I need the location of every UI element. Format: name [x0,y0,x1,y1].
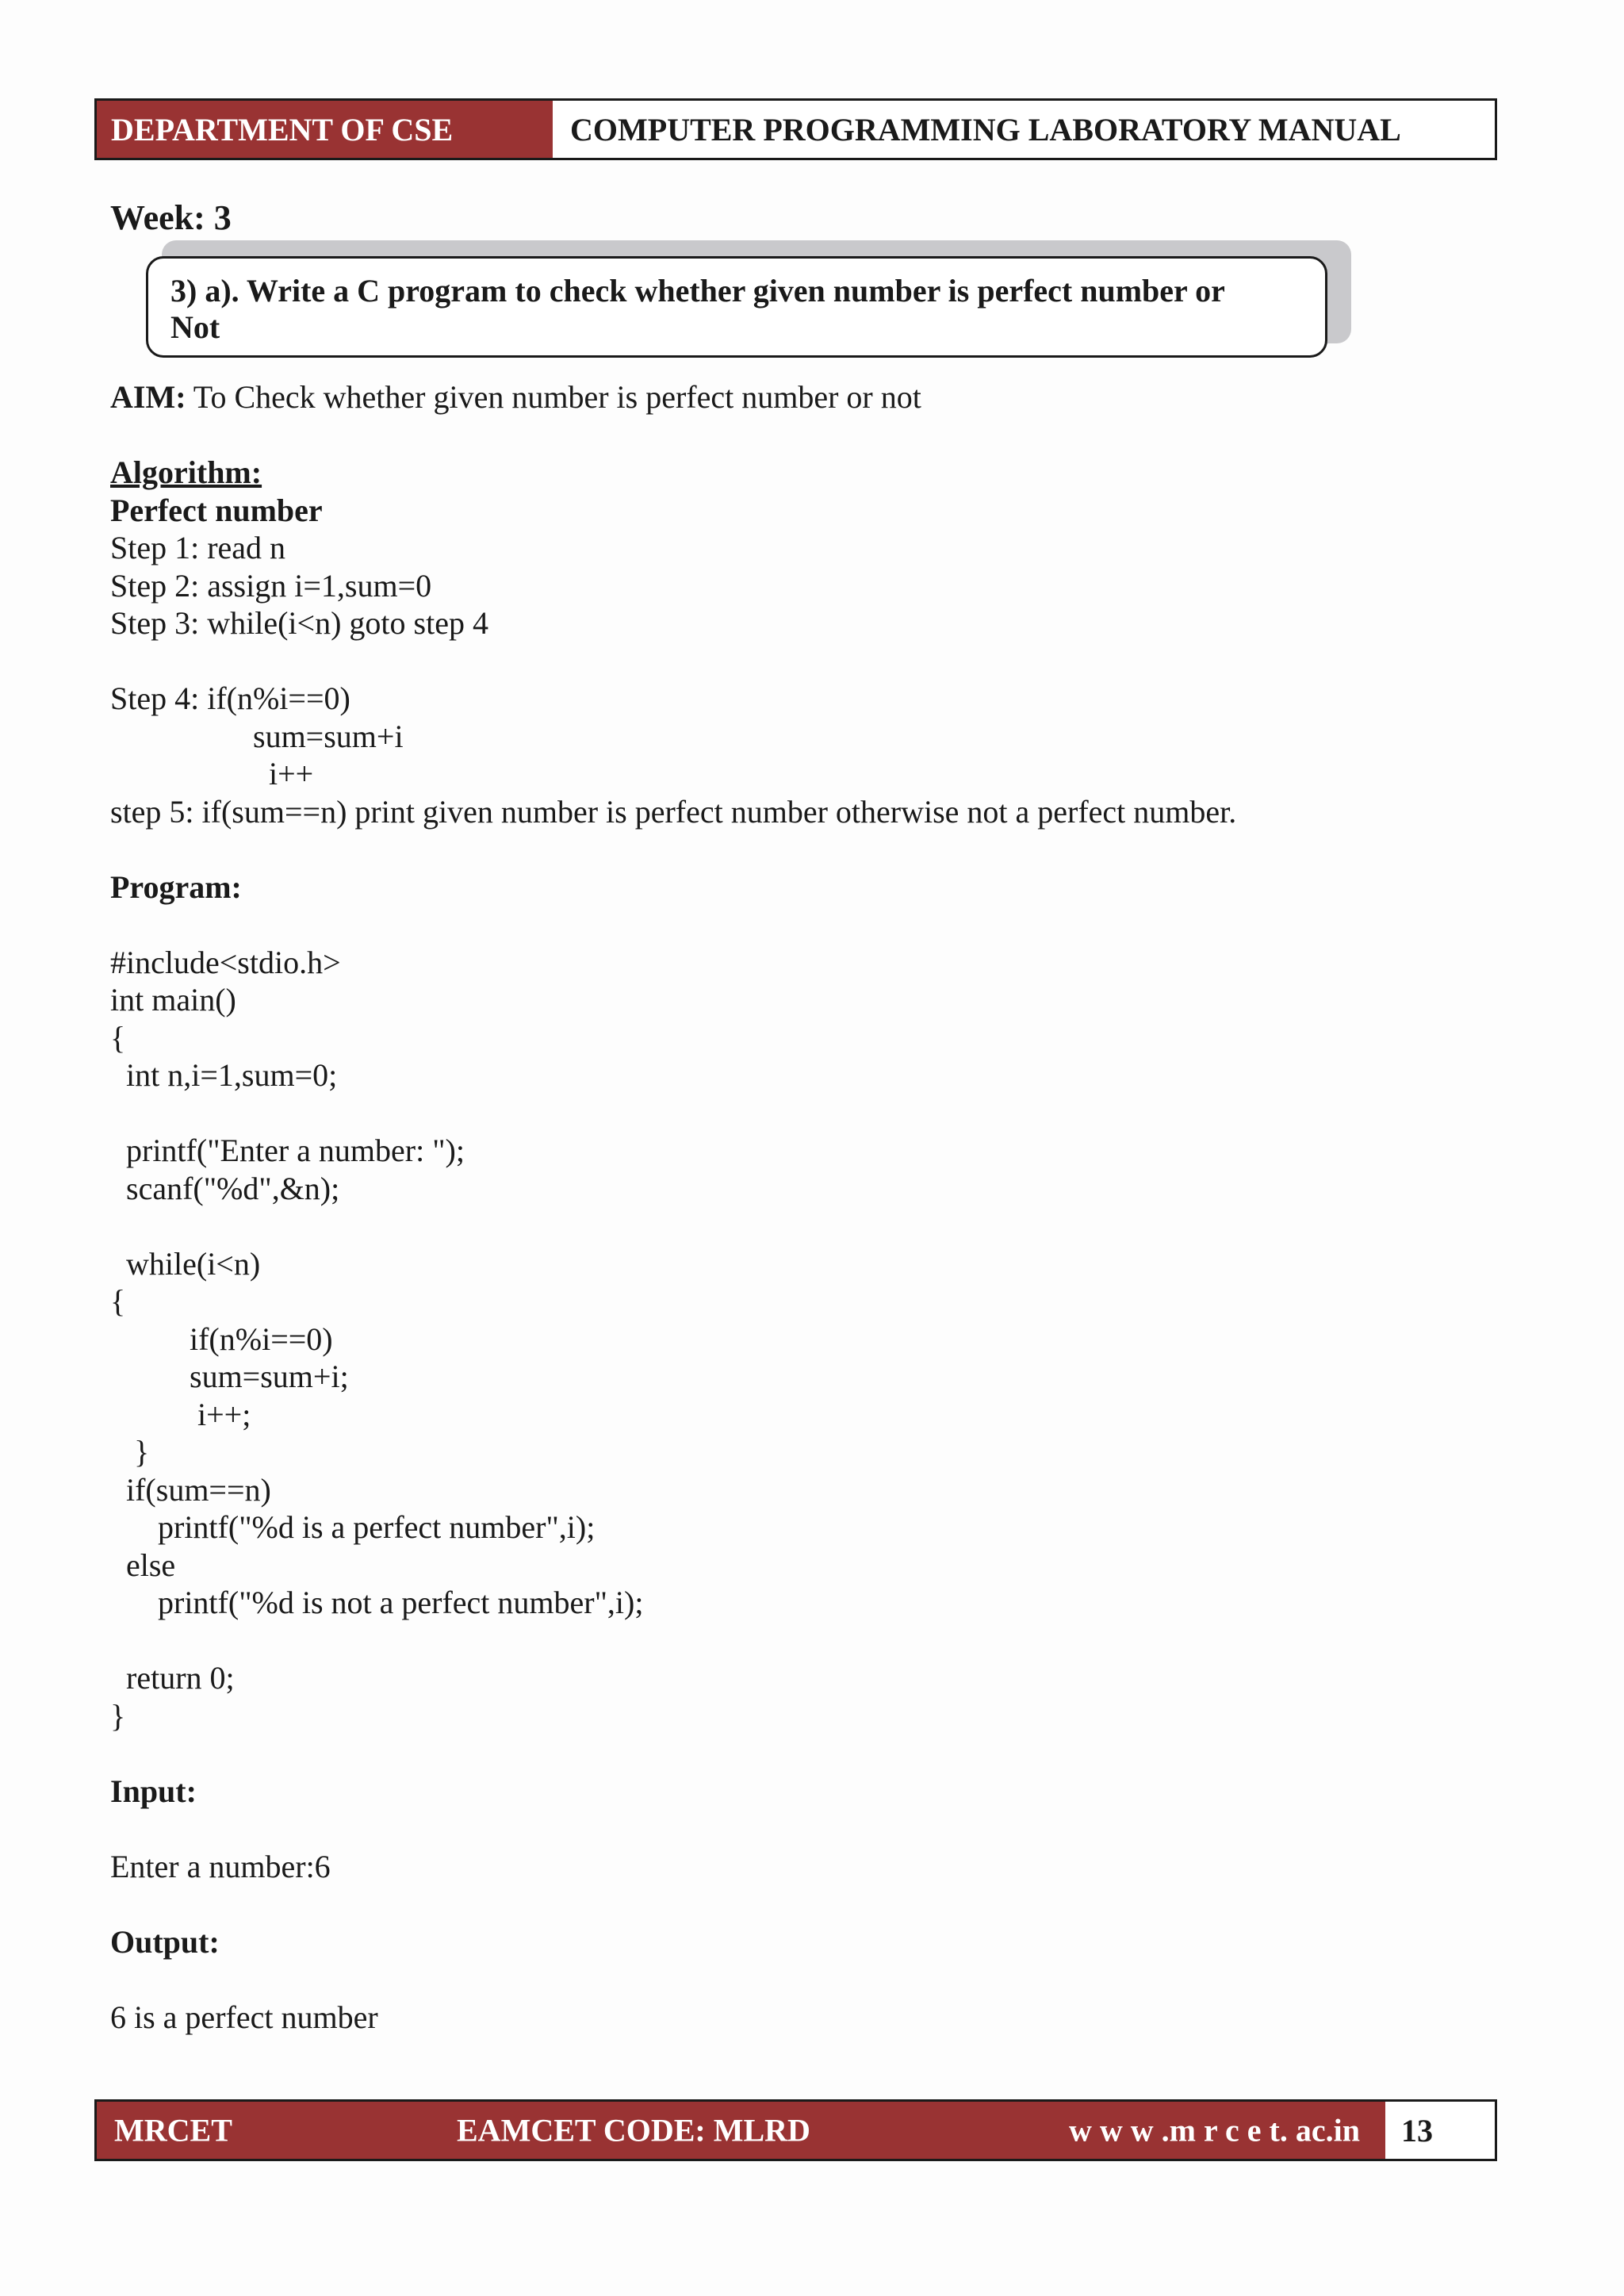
code-line: scanf("%d",&n); [110,1170,340,1206]
aim-line [110,378,1506,416]
code-line: i++; [110,1396,251,1432]
footer-code: EAMCET CODE: MLRD [457,2112,810,2148]
input-heading: Input: [110,1773,197,1809]
program-heading: Program: [110,868,242,905]
week-heading: Week: 3 [110,198,232,237]
page-content [110,194,1506,2036]
aim-label: AIM: [110,379,186,415]
algorithm-step: Step 3: while(i<n) goto step 4 [110,605,488,641]
manual-title: COMPUTER PROGRAMMING LABORATORY MANUAL [570,111,1401,148]
page-number: 13 [1401,2112,1433,2148]
code-line [110,1622,1506,1660]
code-line: if(n%i==0) [110,1320,333,1357]
footer-website: w w w .m r c e t. ac.in [1069,2112,1360,2148]
question-line-2: Not [170,309,220,345]
algorithm-step: step 5: if(sum==n) print given number is perfect number otherwise not a perfect number. [110,793,1237,830]
code-line: while(i<n) [110,1245,261,1282]
page-header [94,98,1497,160]
question-box [146,256,1351,359]
code-line: printf("Enter a number: "); [110,1133,465,1168]
code-line: else [110,1547,176,1583]
question-text [146,256,1327,358]
aim-text: To Check whether given number is perfect number or not [186,379,921,415]
code-line: } [110,1434,150,1470]
algorithm-step: Step 4: if(n%i==0) [110,680,350,716]
code-line: return 0; [110,1660,235,1696]
code-line [110,1207,1506,1245]
code-line: printf("%d is not a perfect number",i); [110,1585,644,1620]
output-heading: Output: [110,1923,220,1960]
algorithm-subheading: Perfect number [110,492,323,528]
output-text: 6 is a perfect number [110,1999,378,2035]
code-line: { [110,1019,126,1056]
footer-college: MRCET [114,2112,232,2148]
algorithm-heading: Algorithm: [110,454,262,490]
code-line [110,1094,1506,1133]
code-line: int main() [110,982,236,1018]
algorithm-step: Step 2: assign i=1,sum=0 [110,567,432,604]
code-line: if(sum==n) [110,1471,271,1508]
question-line-1: 3) a). Write a C program to check whether given number is perfect number or [170,273,1225,309]
footer-bar [97,2102,1385,2159]
department-label: DEPARTMENT OF CSE [97,101,553,158]
code-line: { [110,1283,126,1319]
page-footer [94,2099,1497,2161]
code-line: int n,i=1,sum=0; [110,1057,338,1093]
algorithm-step: Step 1: read n [110,530,286,565]
input-text: Enter a number:6 [110,1848,331,1884]
algorithm-step: sum=sum+i [110,718,404,754]
program-code [110,944,1506,1735]
algorithm-step: i++ [110,756,314,792]
code-line: sum=sum+i; [110,1359,349,1394]
code-line: printf("%d is a perfect number",i); [110,1509,596,1545]
code-line: } [110,1697,126,1734]
code-line: #include<stdio.h> [110,944,341,980]
